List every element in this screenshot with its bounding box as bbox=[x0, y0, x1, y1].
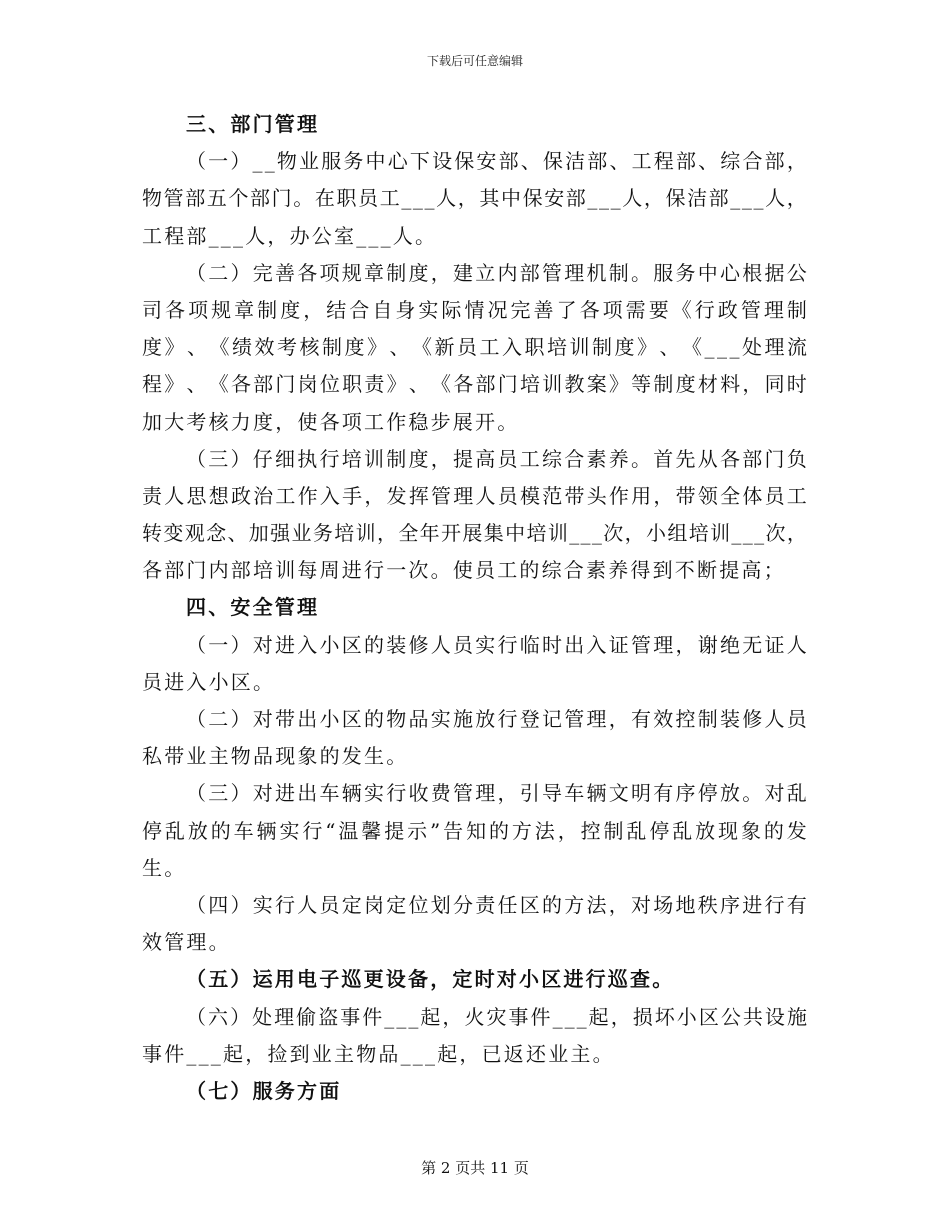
paragraph-line: 责 人 思 想 政 治 工 作 入 手 ， 发 挥 管 理 人 员 模 范 带 头 作 用 ， 带 领 全 体 员 工 bbox=[142, 483, 807, 508]
paragraph-line: 度 》 、 《 绩 效 考 核 制 度 》 、 《 新 员 工 入 职 培 训 制 度 》 、 《 _ _ _ 处 理 流 bbox=[142, 335, 807, 360]
section-heading: 四、安全管理 bbox=[186, 595, 320, 620]
paragraph-line: 程 》 、 《 各 部 门 岗 位 职 责 》 、 《 各 部 门 培 训 教 案 》 等 制 度 材 料 ， 同 时 bbox=[142, 372, 807, 397]
paragraph-last-line: 员进入小区。 bbox=[142, 669, 276, 694]
document-body bbox=[142, 106, 807, 1110]
section-heading: （五）运用电子巡更设备，定时对小区进行巡查。 bbox=[186, 967, 675, 992]
paragraph-first-line: （ 二 ） 对 带 出 小 区 的 物 品 实 施 放 行 登 记 管 理 ， 有 效 控 制 装 修 人 员 bbox=[186, 707, 807, 731]
paragraph-line: 停 乱 放 的 车 辆 实 行 “ 温 馨 提 示 ” 告 知 的 方 法 ， 控 制 乱 停 乱 放 现 象 的 发 bbox=[142, 818, 807, 843]
paragraph-last-line: 各部门内部培训每周进行一次。使员工的综合素养得到不断提高； bbox=[142, 558, 786, 583]
paragraph-line: 转 变 观 念 、 加 强 业 务 培 训 ， 全 年 开 展 集 中 培 训 _ _ _ 次 ， 小 组 培 训 _ _ _ 次 ， bbox=[142, 521, 807, 546]
paragraph-first-line: （ 一 ） 对 进 入 小 区 的 装 修 人 员 实 行 临 时 出 入 证 管 理 ， 谢 绝 无 证 人 bbox=[186, 632, 807, 657]
paragraph-first-line: （ 二 ） 完 善 各 项 规 章 制 度 ， 建 立 内 部 管 理 机 制 。 服 务 中 心 根 据 公 bbox=[186, 260, 807, 285]
paragraph-first-line: （ 三 ） 仔 细 执 行 培 训 制 度 ， 提 高 员 工 综 合 素 养 。 首 先 从 各 部 门 负 bbox=[186, 446, 807, 471]
paragraph-first-line: （ 一 ） _ _ 物 业 服 务 中 心 下 设 保 安 部 、 保 洁 部 、 工 程 部 、 综 合 部 ， bbox=[186, 149, 807, 174]
paragraph-last-line: 生。 bbox=[142, 855, 187, 880]
section-heading: 三、部门管理 bbox=[186, 112, 320, 136]
paragraph-first-line: （ 四 ） 实 行 人 员 定 岗 定 位 划 分 责 任 区 的 方 法 ， 对 场 地 秩 序 进 行 有 bbox=[186, 892, 807, 917]
paragraph-line: 司 各 项 规 章 制 度 ， 结 合 自 身 实 际 情 况 完 善 了 各 项 需 要 《 行 政 管 理 制 bbox=[142, 297, 807, 322]
page-header: 下载后可任意编辑 bbox=[426, 54, 523, 68]
paragraph-first-line: （ 三 ） 对 进 出 车 辆 实 行 收 费 管 理 ， 引 导 车 辆 文 明 有 序 停 放 。 对 乱 bbox=[186, 781, 807, 806]
paragraph-last-line: 事件___起，捡到业主物品___起，已返还业主。 bbox=[142, 1041, 615, 1066]
page-footer: 第 2 页共 11 页 bbox=[421, 1159, 529, 1177]
section-heading: （七）服务方面 bbox=[186, 1078, 342, 1103]
paragraph-last-line: 加大考核力度，使各项工作稳步展开。 bbox=[142, 409, 520, 434]
paragraph-last-line: 效管理。 bbox=[142, 930, 231, 955]
paragraph-first-line: （ 六 ） 处 理 偷 盗 事 件 _ _ _ 起 ， 火 灾 事 件 _ _ _ 起 ， 损 坏 小 区 公 共 设 施 bbox=[186, 1004, 807, 1029]
paragraph-line: 物 管 部 五 个 部 门 。 在 职 员 工 _ _ _ 人 ， 其 中 保 安 部 _ _ _ 人 ， 保 洁 部 _ _ _ 人 ， bbox=[142, 186, 807, 211]
paragraph-last-line: 工程部___人，办公室___人。 bbox=[142, 223, 438, 248]
paragraph-last-line: 私带业主物品现象的发生。 bbox=[142, 744, 409, 769]
